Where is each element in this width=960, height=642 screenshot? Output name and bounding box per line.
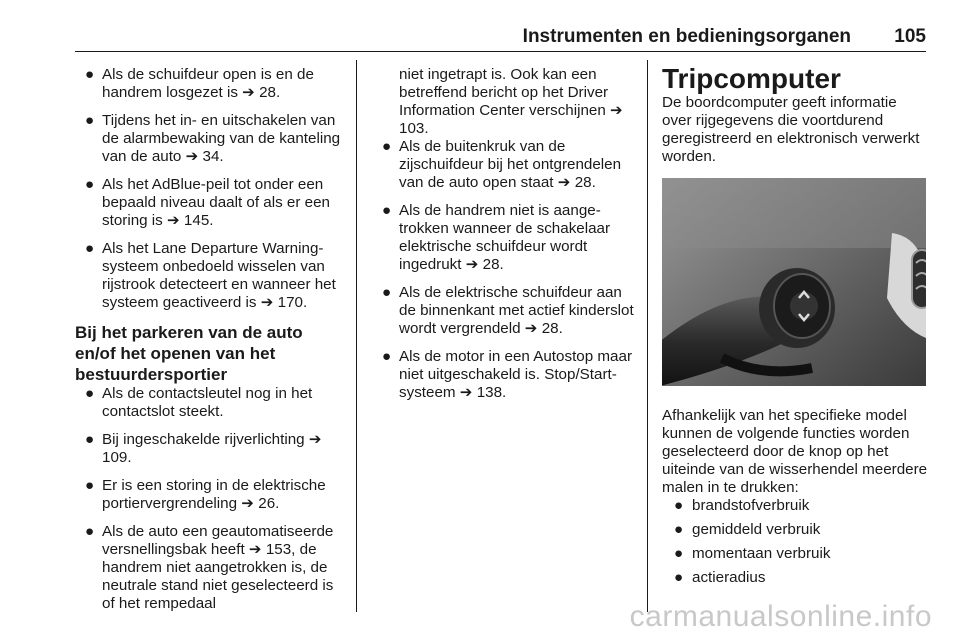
column-1 [75,66,341,623]
list-item: ● gemiddeld verbruik [674,521,821,538]
tripcomputer-title: Tripcomputer [662,63,841,94]
page-number: 105 [894,26,926,47]
list-item: ● brandstofverbruik [674,497,810,514]
body-paragraph: Afhankelijk van het specifieke model kunnen de volgende functies worden geselecteerd door de knop op het uiteinde van de wisserhendel meerdere malen in te drukken: [662,407,928,496]
continuation-text: niet ingetrapt is. Ook kan een betreffend bericht op het Driver Information Center verschijnen ➔ 103. [399,66,623,137]
list-item: ● Als het Lane Departure Warning-systeem onbedoeld wisselen van rijstrook detecteert en wanneer het systeem geactiveerd is ➔ 170. [85,240,336,311]
list-item: ● Bij ingeschakelde rijverlichting ➔ 109. [85,431,322,466]
wiper-lever-photo [662,178,926,386]
header-rule [75,51,926,52]
list-item: ● actieradius [674,569,766,586]
page-header [0,26,926,48]
section-title: Instrumenten en bedieningsorganen [522,26,851,47]
list-item: ● Als de handrem niet is aangetrokken wanneer de schakelaar elektrische schuifdeur wordt ingedrukt ➔ 28. [382,202,611,273]
list-item: ● Als de contactsleutel nog in het contactslot steekt. [85,385,313,420]
list-item: ● Als de elektrische schuifdeur aan de binnenkant met actief kinderslot wordt vergrendeld ➔ 28. [382,284,634,337]
intro-paragraph: De boordcomputer geeft informatie over rijgegevens die voortdurend geregistreerd en elektronisch verwerkt worden. [662,94,920,165]
list-item: ● Als de auto een geautomatiseerde versnellingsbak heeft ➔ 153, de handrem niet aangetrokken is, de neutrale stand niet geselecteerd is of het rempedaal [85,523,334,612]
column-divider-1 [356,60,357,612]
column-2 [372,66,634,412]
list-item: ● momentaan verbruik [674,545,831,562]
column-divider-2 [647,60,648,612]
list-item: ● Als het AdBlue-peil tot onder een bepaald niveau daalt of als er een storing is ➔ 145. [85,176,330,229]
column-3 [662,64,928,593]
list-item: ● Tijdens het in- en uitschakelen van de alarmbewaking van de kanteling van de auto ➔ 34. [85,112,341,165]
section-heading: Bij het parkeren van de auto en/of het openen van het bestuurdersportier [75,323,303,384]
list-item: ● Als de motor in een Autostop maar niet uitgeschakeld is. Stop/Start-systeem ➔ 138. [382,348,633,401]
list-item: ● Er is een storing in de elektrische portiervergrendeling ➔ 26. [85,477,326,512]
list-item: ● Als de schuifdeur open is en de handrem losgezet is ➔ 28. [85,66,314,101]
watermark-text: carmanualsonline.info [629,600,932,633]
list-item: ● Als de buitenkruk van de zijschuifdeur bij het ontgrendelen van de auto open staat ➔ 28. [382,138,622,191]
